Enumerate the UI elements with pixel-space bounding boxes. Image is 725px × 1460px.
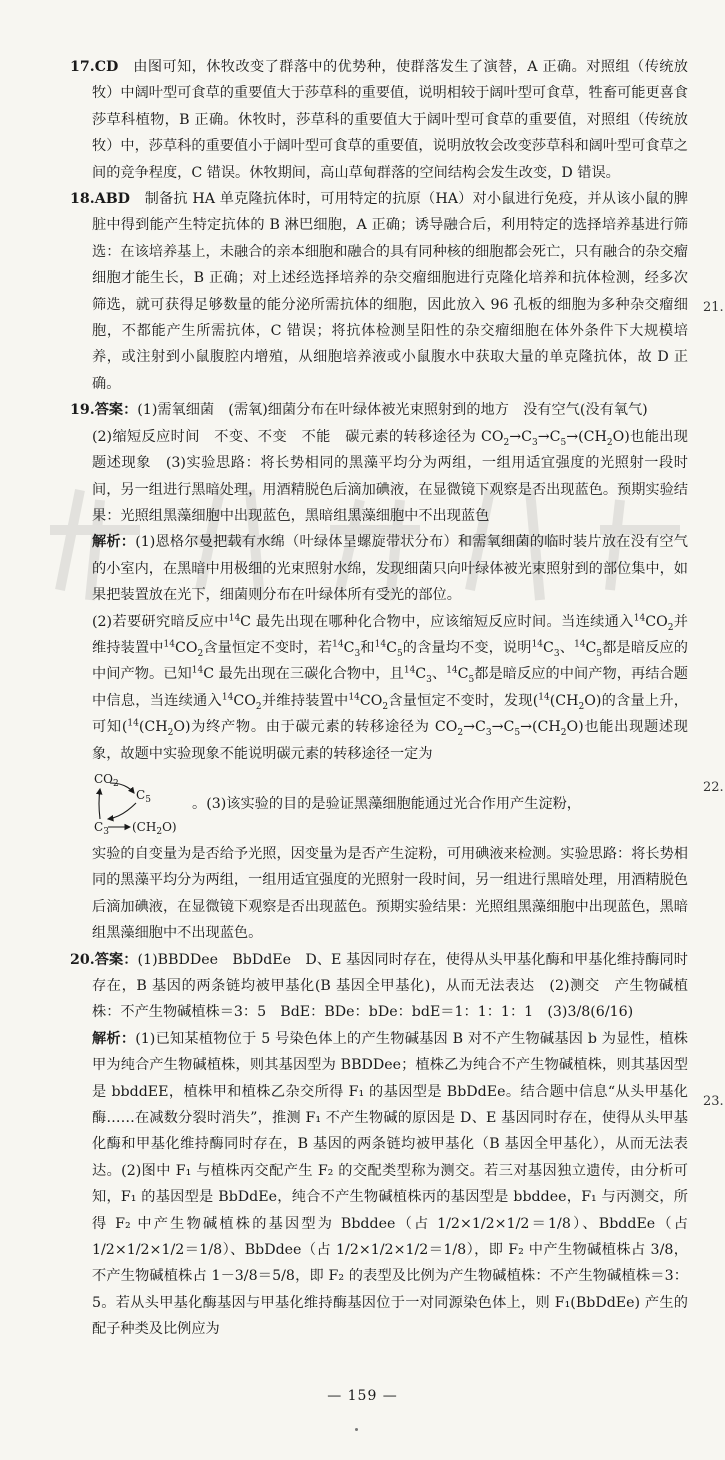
analysis-block [70,1026,688,1343]
arrow-c3-co2 [99,789,100,819]
question-explanation: 制备抗 HA 单克隆抗体时，可用特定的抗原（HA）对小鼠进行免疫，并从该小鼠的脾脏中得到能产生特定抗体的 B 淋巴细胞，A 正确；诱导融合后，利用特定的选择培养基进行筛选：在该培养基上，未融合的亲本细胞和融合的具有同种核的细胞都会死亡，只有融合的杂交瘤细胞才能生长，B 正确；对上述经选择培养的杂交瘤细胞进行克隆化培养和抗体检测，经多次筛选，就可获得足够数量的能分泌所需抗体的细胞，因此放入 96 孔板的细胞为多种杂交瘤细胞，不都能产生所需抗体，C 错误；将抗体检测呈阳性的杂交瘤细胞在体外条件下大规模培养，或注射到小鼠腹腔内增殖，从细胞培养液或小鼠腹水中获取大量的单克隆抗体，故 D 正确。 [92,191,688,392]
question-20 [70,947,688,1343]
analysis-part-3-lead: 。(3)该实验的目的是验证黑藻细胞能通过光合作用产生淀粉， [192,795,581,812]
question-number: 19. [70,402,95,419]
question-number: 17. [70,59,95,75]
diagram-c5: $C_5$ [136,787,151,805]
diagram-ch2o: $(CH_2O)$ [132,819,177,837]
question-19 [70,397,688,946]
arrow-c5-c3 [108,803,136,819]
analysis-part-3: 实验的自变量为是否给予光照，因变量为是否产生淀粉，可用碘液来检测。实验思路：将长势相同的黑藻平均分为两组，一组用适宜强度的光照射一段时间，另一组进行黑暗处理，用酒精脱色后滴加碘液，在显微镜下观察是否出现蓝色。预期实验结果：光照组黑藻细胞中出现蓝色，黑暗组黑藻细胞中不出现蓝色。 [92,845,688,942]
answer-label: 答案： [94,951,138,968]
carbon-cycle-row [70,769,688,839]
adjacent-page-edge [695,0,725,1460]
edge-question-22: 22. [703,780,724,795]
carbon-pathway-diagram [92,769,192,839]
question-number: 18. [70,191,95,208]
question-answer: CD [94,59,119,75]
answer-label: 答案： [94,402,138,419]
question-explanation: 由图可知，休牧改变了群落中的优势种，使群落发生了演替，A 正确。对照组（传统放牧）中阔叶型可食草的重要值大于莎草科的重要值，说明相较于阔叶型可食草，牲畜可能更喜食莎草科植物，B 正确。休牧时，莎草科的重要值大于阔叶型可食草的重要值，对照组（传统放牧）中，莎草科的重要值小于阔叶型可食草的重要值，说明放牧会改变莎草科和阔叶型可食草之间的竞争程度，C 错误。休牧期间，高山草甸群落的空间结构会发生改变，D 错误。 [92,59,688,181]
edge-question-23: 23. [703,1094,724,1109]
decorative-dot [355,1428,358,1431]
answer-part-2: (2)缩短反应时间 不变、不变 不能 碳元素的转移途径为 $CO_2\to C_3\to C_5\to(CH_2O)$也能出现题述现象 (3)实验思路：将长势相同的黑藻平均分为两组，一组用适宜强度的光照射一段时间，另一组进行黑暗处理，用酒精脱色后滴加碘液，在显微镜下观察是否出现蓝色。预期实验结果：光照组黑藻细胞中出现蓝色，黑暗组黑藻细胞中不出现蓝色 [92,428,688,524]
analysis-label: 解析： [92,534,136,551]
answer-text: (1)BBDDee BbDdEe D、E 基因同时存在，使得从头甲基化酶和甲基化维持酶同时存在，B 基因的两条链均被甲基化(B 基因全甲基化)，从而无法表达 (2)测交 产生物碱植株：不产生物碱植株＝3：5 BdE：BDe：bDe：bdE＝1：1：1：1 (3)3/8(6/16) [92,951,688,1021]
question-18 [70,186,688,397]
diagram-c3: $C_3$ [94,819,109,837]
analysis-label: 解析： [92,1030,136,1047]
diagram-co2: $CO_2$ [94,771,119,789]
analysis-part-2: (2)若要研究暗反应中$^{14}$C 最先出现在哪种化合物中，应该缩短反应时间。当连续通入$^{14}CO_2$并维持装置中$^{14}CO_2$含量恒定不变时，若$^{14}C_3$和$^{14}C_5$的含量均不变，说明$^{14}C_3$、$^{14}C_5$都是暗反应的中间产物。已知$^{14}$C 最先出现在三碳化合物中，且$^{14}C_3$、$^{14}C_5$都是暗反应的中间产物，再结合题中信息，当连续通入$^{14}CO_2$并维持装置中$^{14}CO_2$含量恒定不变时，发现($^{14}(CH_2O)$的含量上升，可知($^{14}(CH_2O)$为终产物。由于碳元素的转移途径为 $CO_2\to C_3\to C_5\to(CH_2O)$也能出现题述现象，故题中实验现象不能说明碳元素的转移途径一定为 [92,612,688,762]
page-number: — 159 — [327,1388,398,1404]
answer-block [70,397,688,423]
answer-part-1: (1)需氧细菌 (需氧)细菌分布在叶绿体被光束照射到的地方 没有空气(没有氧气) [137,402,648,419]
question-answer: ABD [94,191,130,208]
analysis-text: (1)已知某植物位于 5 号染色体上的产生物碱基因 B 对不产生物碱基因 b 为显性，植株甲为纯合产生物碱植株，则其基因型为 BBDDee；植株乙为纯合不产生物碱植株，则其基因型是 bbddEE，植株甲和植株乙杂交所得 F₁ 的基因型是 BbDdEe。结合题中信息“从头甲基化酶……在减数分裂时消失”，推测 F₁ 不产生物碱的原因是 D、E 基因同时存在，使得从头甲基化酶和甲基化维持酶同时存在，B 基因的两条链均被甲基化（B 基因全甲基化），从而无法表达。(2)图中 F₁ 与植株丙交配产生 F₂ 的交配类型称为测交。若三对基因独立遗传，由分析可知，F₁ 的基因型是 BbDdEe，纯合不产生物碱植株丙的基因型是 bbddee，F₁ 与丙测交，所得 F₂ 中产生物碱植株的基因型为 Bbddee（占 1/2×1/2×1/2＝1/8）、BbddEe（占 1/2×1/2×1/2＝1/8）、BbDdee（占 1/2×1/2×1/2＝1/8），即 F₂ 中产生物碱植株占 3/8，不产生物碱植株占 1－3/8＝5/8，即 F₂ 的表型及比例为产生物碱植株：不产生物碱植株＝3：5。若从头甲基化酶基因与甲基化维持酶基因位于一对同源染色体上，则 F₁(BbDdEe) 产生的配子种类及比例应为 [92,1030,688,1338]
answer-page [70,54,688,1343]
question-number: 20. [70,951,95,968]
answer-block [70,947,688,1026]
question-17 [70,54,688,186]
analysis-part-1: 解析：(1)恩格尔曼把载有水绵（叶绿体呈螺旋带状分布）和需氧细菌的临时装片放在没有空气的小室内，在黑暗中用极细的光束照射水绵，发现细菌只向叶绿体被光束照射到的部位集中，如果把装置放在光下，细菌则分布在叶绿体所有受光的部位。 [92,534,688,604]
edge-question-21: 21. [703,300,724,315]
